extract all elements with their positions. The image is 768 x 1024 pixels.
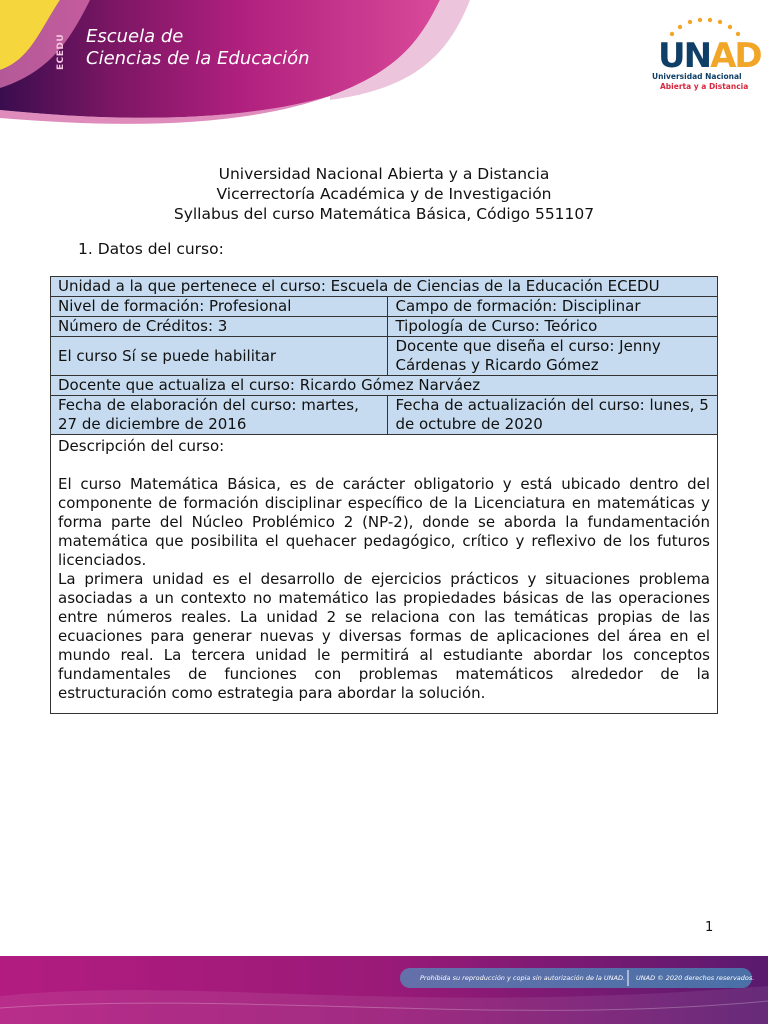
course-data-table bbox=[50, 276, 718, 714]
logo-ad: AD bbox=[710, 36, 761, 76]
table-row bbox=[51, 337, 718, 376]
unad-logo bbox=[650, 18, 761, 98]
footer-rights: UNAD © 2020 derechos reservados. bbox=[636, 974, 755, 982]
cell-campo: Campo de formación: Disciplinar bbox=[388, 297, 718, 317]
cell-unidad: Unidad a la que pertenece el curso: Escuela de Ciencias de la Educación ECEDU bbox=[51, 277, 718, 297]
table-row bbox=[51, 317, 718, 337]
cell-fecha-actualizacion: Fecha de actualización del curso: lunes, 5 de octubre de 2020 bbox=[388, 396, 718, 435]
school-name bbox=[86, 26, 310, 70]
cell-descripcion bbox=[51, 435, 718, 714]
cell-docente-disena: Docente que diseña el curso: Jenny Cárdenas y Ricardo Gómez bbox=[388, 337, 718, 376]
section-heading: 1. Datos del curso: bbox=[78, 240, 224, 258]
cell-tipologia: Tipología de Curso: Teórico bbox=[388, 317, 718, 337]
descripcion-title: Descripción del curso: bbox=[58, 437, 225, 455]
table-row bbox=[51, 297, 718, 317]
school-name-line1: Escuela de bbox=[86, 26, 184, 47]
logo-un: UN bbox=[658, 36, 711, 76]
cell-creditos: Número de Créditos: 3 bbox=[51, 317, 388, 337]
table-row bbox=[51, 435, 718, 714]
table-row bbox=[51, 396, 718, 435]
logo-subtitle-line2: Abierta y a Distancia bbox=[660, 82, 749, 91]
logo-subtitle-line1: Universidad Nacional bbox=[652, 72, 742, 81]
title-syllabus: Syllabus del curso Matemática Básica, Código 551107 bbox=[173, 205, 595, 223]
cell-habilitar: El curso Sí se puede habilitar bbox=[51, 337, 388, 376]
descripcion-paragraph-2: La primera unidad es el desarrollo de ejercicios prácticos y situaciones problema asociadas a un contexto no matemático las propiedades básicas de las operaciones entre números reales. La unidad 2 se relaciona con las temáticas propias de las ecuaciones para generar nuevas y diversas formas de aplicaciones del área en el mundo real. La tercera unidad le permitirá al estudiante abordar los conceptos fundamentales de funciones con problemas matemáticos alrededor de la estructuración como estrategia para abordar la solución. bbox=[58, 570, 710, 702]
descripcion-paragraph-1: El curso Matemática Básica, es de carácter obligatorio y está ubicado dentro del componente de formación disciplinar específico de la Licenciatura en matemáticas y forma parte del Núcleo Problémico 2 (NP-2), donde se aborda la fundamentación matemática que posibilita el quehacer pedagógico, crítico y reflexivo de los futuros licenciados. bbox=[58, 475, 710, 569]
unad-logo-wordmark bbox=[658, 36, 761, 76]
title-university: Universidad Nacional Abierta y a Distancia bbox=[218, 165, 550, 183]
document-titles bbox=[0, 164, 768, 224]
footer-copy-notice: Prohibida su reproducción y copia sin autorización de la UNAD. bbox=[420, 974, 626, 982]
page-number: 1 bbox=[705, 920, 714, 935]
school-name-line2: Ciencias de la Educación bbox=[86, 48, 310, 69]
cell-fecha-elaboracion: Fecha de elaboración del curso: martes, 27 de diciembre de 2016 bbox=[51, 396, 388, 435]
cell-nivel: Nivel de formación: Profesional bbox=[51, 297, 388, 317]
footer-background bbox=[0, 956, 768, 1024]
footer-banner bbox=[0, 956, 768, 1024]
header-banner bbox=[0, 0, 768, 128]
cell-docente-actualiza: Docente que actualiza el curso: Ricardo Gómez Narváez bbox=[51, 376, 718, 396]
title-vicerrectoria: Vicerrectoría Académica y de Investigación bbox=[216, 185, 552, 203]
table-row bbox=[51, 277, 718, 297]
ecedu-label: ECEDU bbox=[56, 33, 66, 71]
table-row bbox=[51, 376, 718, 396]
